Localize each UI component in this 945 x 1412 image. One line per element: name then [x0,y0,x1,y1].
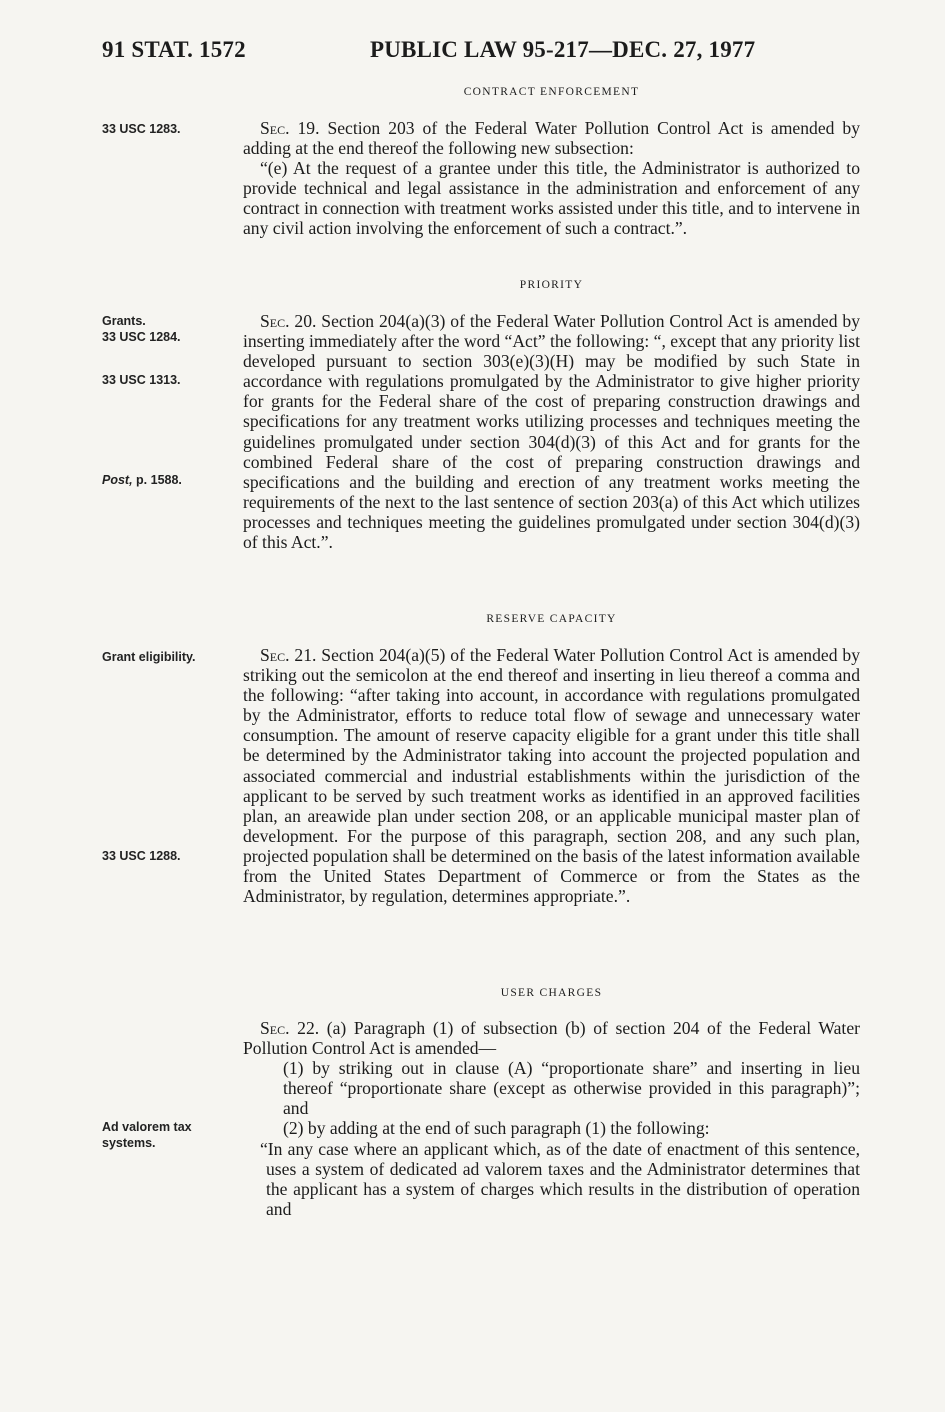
margin-note-ad-valorem-tax: Ad valorem tax [102,1120,192,1134]
section-19-subsection-e: “(e) At the request of a grantee under this title, the Administrator is authorized to provide technical and legal assistance in the administration and enforcement of any contract in connection with treatment works assisted under this title, and to intervene in any civil action involving the enforcement of such a contract.”. [243,158,860,239]
section-heading-reserve-capacity: RESERVE CAPACITY [486,613,617,625]
margin-note-33-usc-1313: 33 USC 1313. [102,373,181,387]
margin-note-33-usc-1283: 33 USC 1283. [102,122,181,136]
public-law-header: PUBLIC LAW 95-217—DEC. 27, 1977 [370,37,756,62]
section-21-paragraph: Sec. 21. Section 204(a)(5) of the Federal Water Pollution Control Act is amended by striking out the semicolon at the end thereof and inserting in lieu thereof a comma and the following: “after taking into account, in accordance with regulations promulgated by the Administrator, efforts to reduce total flow of sewage and unnecessary water consumption. The amount of reserve capacity eligible for a grant under this title shall be determined by the Administrator taking into account the projected population and associated commercial and industrial establishments within the jurisdiction of the applicant to be served by such treatment works as identified in an approved facilities plan, an areawide plan under section 208, or an applicable municipal master plan of development. For the purpose of this paragraph, section 208, and any such plan, projected population shall be determined on the basis of the latest information available from the United States Department of Commerce or from the States as the Administrator, by regulation, determines appropriate.”. [243,645,860,907]
margin-note-33-usc-1284: 33 USC 1284. [102,330,181,344]
sec-label: Sec [260,1018,286,1038]
margin-note-post-p-1588: Post, p. 1588. [102,473,182,487]
section-22-clause-1: (1) by striking out in clause (A) “proportionate share” and inserting in lieu thereof “proportionate share (except as otherwise provided in this paragraph)”; and [283,1058,860,1119]
section-21-body [243,645,860,906]
section-heading-priority: PRIORITY [519,279,584,291]
section-20-paragraph: Sec. 20. Section 204(a)(3) of the Federal Water Pollution Control Act is amended by inserting immediately after the word “Act” the following: “, except that any priority list developed pursuant to section 303(e)(3)(H) may be modified by such State in accordance with regulations promulgated by the Administrator to give higher priority for grants for the Federal share of the cost of preparing construction drawings and specifications for any treatment works utilizing processes and techniques meeting the guidelines promulgated under section 304(d)(3) of this Act and for grants for the combined Federal share of the cost of preparing construction drawings and specifications and the building and erection of any treatment works meeting the requirements of the next to the last sentence of section 203(a) of this Act which utilizes processes and techniques meeting the guidelines promulgated under section 304(d)(3) of this Act.”. [243,311,860,553]
section-22-body [243,1018,860,1219]
margin-note-grant-eligibility: Grant eligibility. [102,650,196,664]
sec-label: Sec [260,311,286,331]
statute-page-number: 91 STAT. 1572 [102,37,246,62]
section-heading-contract-enforcement: CONTRACT ENFORCEMENT [463,86,640,98]
section-20-body [243,311,860,552]
section-22-clause-2: (2) by adding at the end of such paragraph (1) the following: [283,1118,710,1139]
section-heading-user-charges: USER CHARGES [500,987,603,999]
sec-label: Sec [260,118,286,138]
margin-note-grants: Grants. [102,314,146,328]
margin-note-systems: systems. [102,1136,156,1150]
section-19-paragraph: Sec. 19. Section 203 of the Federal Water Pollution Control Act is amended by adding at the end thereof the following new subsection: [243,118,860,159]
sec-label: Sec [260,645,286,665]
section-22-quoted-text: “In any case where an applicant which, as of the date of enactment of this sentence, uses a system of dedicated ad valorem taxes and the Administrator determines that the applicant has a system of charges which results in the distribution of operation and [260,1138,860,1219]
margin-note-33-usc-1288: 33 USC 1288. [102,849,181,863]
section-22-intro: Sec. 22. (a) Paragraph (1) of subsection (b) of section 204 of the Federal Water Pollution Control Act is amended— [243,1018,860,1059]
section-19-body [243,118,860,239]
